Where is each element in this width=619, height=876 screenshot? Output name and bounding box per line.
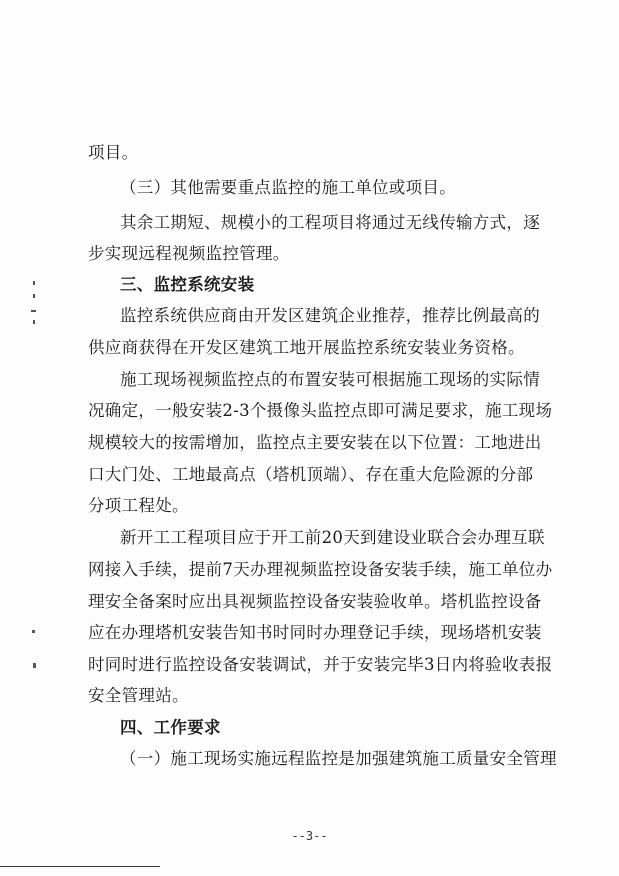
text-line: 分项工程处。	[88, 496, 189, 515]
bottom-rule	[0, 866, 160, 867]
text-line: 监控系统供应商由开发区建筑企业推荐，推荐比例最高的	[120, 306, 540, 325]
text-line: 规模较大的按需增加，监控点主要安装在以下位置：工地进出	[88, 433, 542, 452]
text-line: 理安全备案时应出具视频监控设备安装验收单。塔机监控设备	[88, 592, 542, 611]
text-line: 况确定，一般安装2-3个摄像头监控点即可满足要求，施工现场	[88, 401, 553, 420]
binding-mark	[31, 310, 36, 312]
text-line: 新开工工程项目应于开工前20天到建设业联合会办理互联	[120, 528, 545, 547]
text-line: 步实现远程视频监控管理。	[88, 244, 290, 263]
text-line: 其余工期短、规模小的工程项目将通过无线传输方式，逐	[120, 213, 540, 232]
text-line: 应在办理塔机安装告知书时同时办理登记手续，现场塔机安装	[88, 623, 542, 642]
text-line: 口大门处、工地最高点（塔机顶端）、存在重大危险源的分部	[88, 465, 534, 484]
text-line: （一）施工现场实施远程监控是加强建筑施工质量安全管理	[120, 749, 557, 768]
binding-mark	[32, 630, 35, 633]
binding-mark	[33, 281, 35, 285]
text-line: （三）其他需要重点监控的施工单位或项目。	[120, 178, 456, 197]
text-line: 时同时进行监控设备安装调试，并于安装完毕3日内将验收表报	[88, 655, 553, 674]
text-line: 安全管理站。	[88, 686, 189, 705]
section-heading: 三、监控系统安装	[120, 275, 255, 294]
text-line: 项目。	[88, 143, 139, 162]
text-line: 网接入手续，提前7天办理视频监控设备安装手续，施工单位办	[88, 560, 553, 579]
binding-mark	[33, 663, 36, 668]
section-heading: 四、工作要求	[120, 718, 221, 737]
page-number: --3--	[291, 829, 328, 843]
binding-mark	[33, 294, 35, 298]
binding-mark	[33, 320, 35, 324]
text-line: 供应商获得在开发区建筑工地开展监控系统安装业务资格。	[88, 338, 525, 357]
text-line: 施工现场视频监控点的布置安装可根据施工现场的实际情	[120, 370, 540, 389]
